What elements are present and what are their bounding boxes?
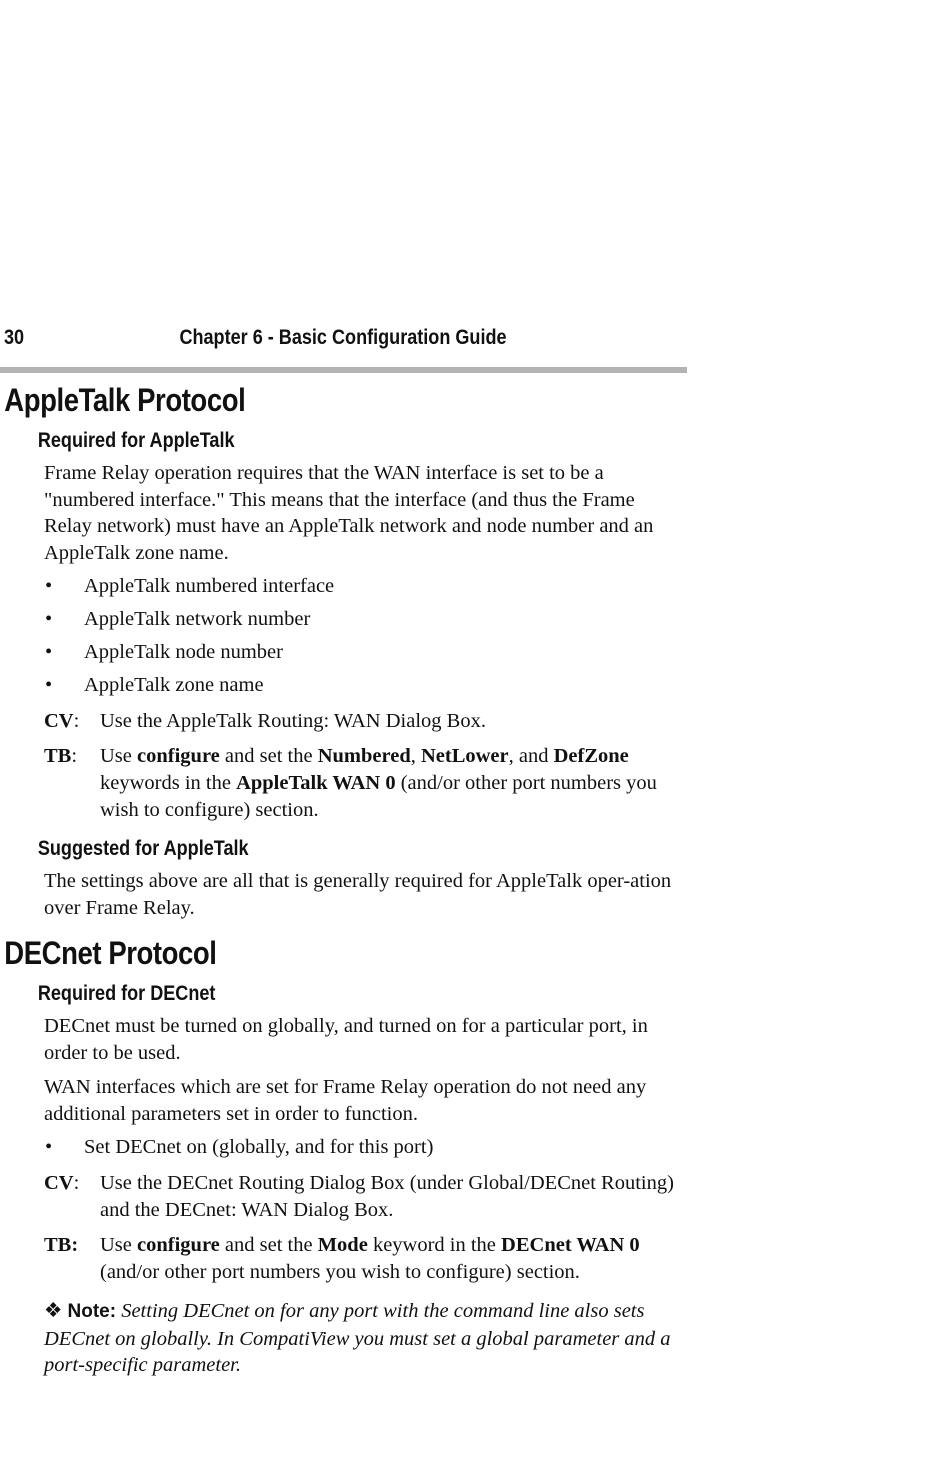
decnet-title: DECnet Protocol — [4, 935, 217, 971]
decnet-tb-row: TB: Use configure and set the Mode keyword in the DECnet WAN 0 (and/or other port numbers you wish to configure) section. — [44, 1234, 640, 1283]
cv-text: Use the DECnet Routing Dialog Box (under Global/DECnet Routing) and the DECnet: WAN Dialog Box. — [100, 1172, 674, 1221]
chapter-title: Chapter 6 - Basic Configuration Guide — [179, 326, 507, 349]
list-item — [0, 636, 690, 669]
decnet-bullet-list — [0, 1131, 690, 1164]
keyword-defzone: DefZone — [553, 745, 629, 767]
tb-label: TB: — [44, 1234, 79, 1256]
appletalk-title: AppleTalk Protocol — [4, 382, 246, 418]
keyword-netlower: NetLower — [420, 745, 509, 767]
decnet-cv-row — [0, 1170, 690, 1224]
appletalk-required-heading: Required for AppleTalk — [37, 429, 235, 452]
list-item — [0, 1131, 690, 1164]
bullet-icon: • — [45, 608, 53, 630]
page-number: 30 — [4, 326, 25, 349]
bullet-icon: • — [45, 641, 53, 663]
appletalk-cv-row — [0, 708, 690, 735]
appletalk-suggested-paragraph: The settings above are all that is generally required for AppleTalk oper-ation over Frame Relay. — [44, 870, 672, 919]
running-header — [4, 322, 591, 352]
list-item — [0, 603, 690, 636]
bullet-icon: • — [45, 1136, 53, 1158]
keyword-decnet-wan: DECnet WAN 0 — [501, 1234, 640, 1256]
keyword-numbered: Numbered — [317, 745, 411, 767]
appletalk-bullet-list — [0, 570, 690, 702]
cv-label: CV: — [44, 710, 80, 732]
list-item — [0, 669, 690, 702]
list-item-text: AppleTalk network number — [84, 608, 311, 630]
tb-label: TB: — [44, 745, 78, 767]
appletalk-tb-row: TB: Use configure and set the Numbered, NetLower, and DefZone keywords in the AppleTalk WAN 0 (and/or other port numbers you wish to configure) section. — [44, 745, 657, 821]
list-item — [0, 570, 690, 603]
page-content — [0, 378, 690, 1379]
cv-label: CV: — [44, 1172, 80, 1194]
cv-text: Use the AppleTalk Routing: WAN Dialog Box. — [100, 710, 486, 732]
list-item-text: AppleTalk numbered interface — [84, 575, 335, 597]
note-label: Note: — [67, 1301, 117, 1322]
bullet-icon: • — [45, 674, 53, 696]
decnet-paragraph-1: DECnet must be turned on globally, and turned on for a particular port, in order to be used. — [44, 1015, 648, 1064]
list-item-text: Set DECnet on (globally, and for this port) — [84, 1136, 434, 1158]
keyword-appletalk-wan: AppleTalk WAN 0 — [236, 772, 396, 794]
list-item-text: AppleTalk zone name — [84, 674, 264, 696]
appletalk-required-paragraph: Frame Relay operation requires that the WAN interface is set to be a "numbered interface." This means that the interface (and thus the Frame Relay network) must have an AppleTalk network and node number and an AppleTalk zone name. — [44, 462, 654, 564]
bullet-icon: • — [45, 575, 53, 597]
decnet-section — [0, 931, 690, 1379]
appletalk-section — [0, 378, 690, 921]
decnet-paragraph-2: WAN interfaces which are set for Frame Relay operation do not need any additional parameters set in order to function. — [44, 1076, 647, 1125]
keyword-configure: configure — [137, 1234, 220, 1256]
keyword-configure: configure — [137, 745, 220, 767]
keyword-mode: Mode — [317, 1234, 368, 1256]
list-item-text: AppleTalk node number — [84, 641, 283, 663]
decnet-note — [44, 1298, 684, 1379]
diamond-icon: ❖ — [44, 1300, 63, 1322]
decnet-required-heading: Required for DECnet — [37, 982, 216, 1005]
note-text: Setting DECnet on for any port with the command line also sets DECnet on globally. In CompatiView you must set a global parameter and a port-specific parameter. — [44, 1300, 671, 1376]
header-rule — [0, 367, 687, 373]
appletalk-suggested-heading: Suggested for AppleTalk — [37, 837, 249, 860]
